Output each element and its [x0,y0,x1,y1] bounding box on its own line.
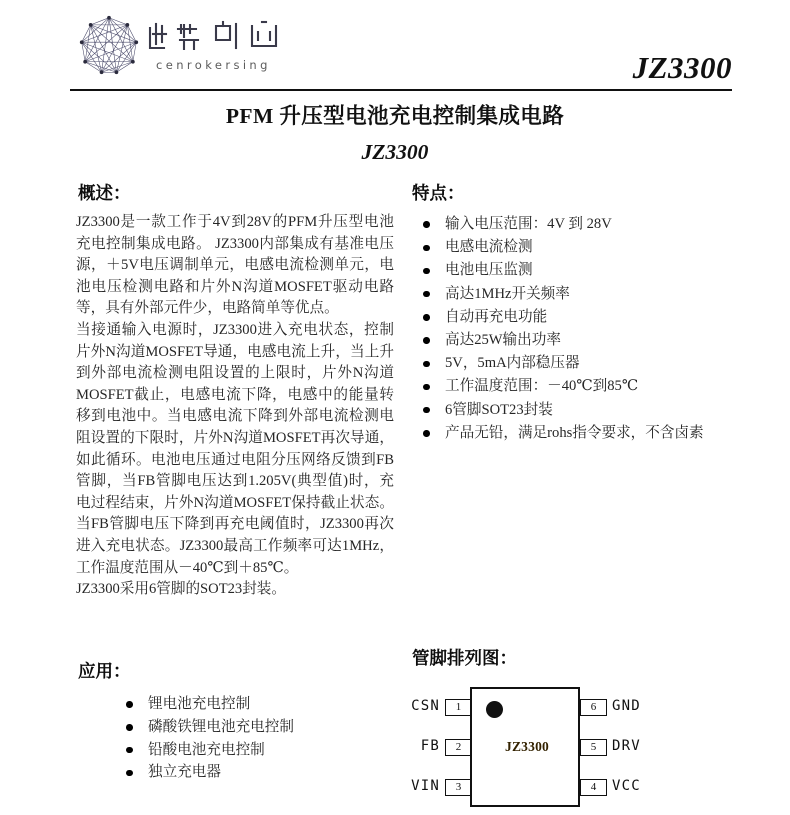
pin-name-left-2: FB [420,738,440,754]
bullet-icon [126,747,133,754]
bullet-icon [423,314,430,321]
bullet-icon [126,701,133,708]
list-item [118,739,398,762]
feature-label: 高达1MHz开关频率 [445,285,570,302]
pin1-indicator-dot-icon [486,701,503,718]
list-item [118,761,398,784]
pin-tab-right-6: 6 [580,699,607,716]
list-item [415,329,775,352]
features-list [415,213,775,445]
bullet-icon [423,407,430,414]
pin-tab-left-3: 3 [445,779,472,796]
bullet-icon [423,384,430,391]
feature-label: 高达25W输出功率 [445,331,561,348]
overview-paragraph-2: 当接通输入电源时，JZ3300进入充电状态，控制片外N沟道MOSFET导通，电感电流上升，当上升到外部电流检测电阻设置的上限时，片外N沟道MOSFET截止，电感电流下降，电感中的能量转移到电池中。当电感电流下降到外部电流检测电阻设置的下限时，片外N沟道MOSFET再次导通，如此循环。电池电压通过电阻分压网络反馈到FB管脚，当FB管脚电压达到1.205V(典型值)时，充电过程结束，片外N沟道MOSFET保持截止状态。当FB管脚电压下降到再充电阈值时，JZ3300再次进入充电状态。JZ3300最高工作频率可达1MHz，工作温度范围从－40℃到＋85℃。 [76,321,394,576]
feature-label: 5V，5mA内部稳压器 [445,355,580,372]
bullet-icon [423,361,430,368]
applications-list [118,693,398,784]
company-logo [78,12,293,80]
application-label: 独立充电器 [148,764,221,781]
part-number-header: JZ3300 [632,50,732,85]
pin-name-left-1: CSN [411,698,440,714]
bullet-icon [423,337,430,344]
bullet-icon [423,245,430,252]
list-item [415,236,775,259]
pin-name-right-5: DRV [612,738,641,754]
bullet-icon [126,770,133,777]
feature-label: 工作温度范围：－40℃到85℃ [445,378,639,395]
header-divider [70,89,732,91]
page-title: PFM 升压型电池充电控制集成电路 [225,104,565,128]
list-item [415,352,775,375]
pin-name-right-6: GND [612,698,641,714]
application-label: 磷酸铁锂电池充电控制 [148,718,294,735]
feature-label: 输入电压范围：4V 到 28V [445,216,612,232]
bullet-icon [423,221,430,228]
list-item [415,259,775,282]
list-item [415,283,775,306]
pin-tab-right-4: 4 [580,779,607,796]
feature-label: 电池电压监测 [445,262,533,279]
overview-paragraph-1: JZ3300是一款工作于4V到28V的PFM升压型电池充电控制集成电路。 JZ3300内部集成有基准电压源，＋5V电压调制单元，电感电流检测单元，电池电压检测电路和片外N沟道MOSFET驱动电路等，具有外部元件少，电路简单等优点。 [76,214,394,317]
pin-tab-right-5: 5 [580,739,607,756]
page-subtitle: JZ3300 [361,140,429,164]
feature-label: 电感电流检测 [445,239,533,256]
pin-name-left-3: VIN [411,778,440,794]
features-heading: 特点： [412,184,465,204]
overview-paragraph-3: JZ3300采用6管脚的SOT23封装。 [76,581,286,598]
bullet-icon [423,268,430,275]
pin-configuration-diagram [405,683,785,811]
bullet-icon [423,430,430,437]
page-header [0,0,790,96]
feature-label: 自动再充电功能 [445,308,548,325]
pin-tab-left-1: 1 [445,699,472,716]
list-item [415,399,775,422]
pinout-heading: 管脚排列图： [412,649,517,669]
pin-name-right-4: VCC [612,778,641,794]
chip-package-body [470,687,580,807]
pin-tab-left-2: 2 [445,739,472,756]
application-label: 锂电池充电控制 [148,696,251,712]
list-item [415,422,775,445]
list-item [415,213,775,236]
overview-heading: 概述： [78,184,131,204]
list-item [415,375,775,398]
bullet-icon [126,724,133,731]
feature-label: 产品无铅，满足rohs指令要求，不含卤素 [445,424,704,441]
chip-part-label: JZ3300 [505,739,549,754]
list-item [118,716,398,739]
list-item [415,306,775,329]
polygon-network-logo-icon [78,14,140,76]
feature-label: 6管脚SOT23封装 [445,401,553,418]
logo-latin-wordmark: cenrokersing [156,58,271,72]
application-label: 铅酸电池充电控制 [148,741,265,758]
bullet-icon [423,291,430,298]
overview-text [76,212,394,601]
applications-heading: 应用： [78,662,131,682]
logo-chinese-wordmark [144,16,294,58]
list-item [118,693,398,716]
